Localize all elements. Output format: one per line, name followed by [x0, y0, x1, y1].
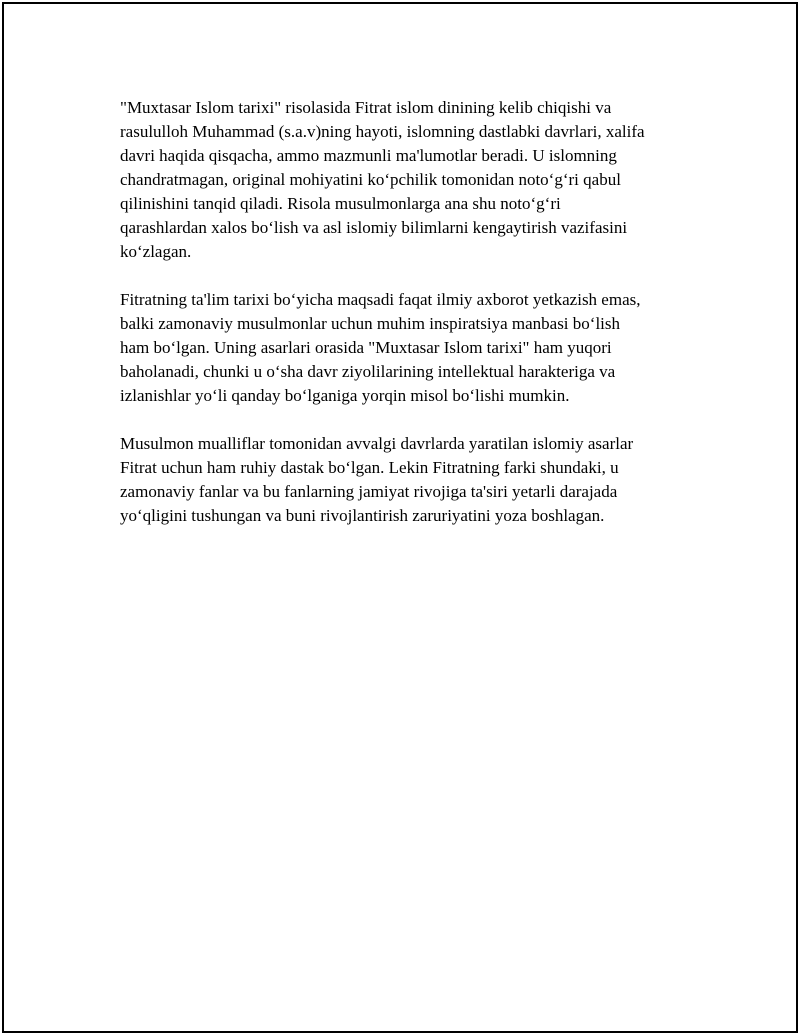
text-line: izlanishlar yo‘li qanday bo‘lganiga yorqin misol bo‘lishi mumkin. — [120, 386, 570, 405]
text-line: rasululloh Muhammad (s.a.v)ning hayoti, islomning dastlabki davrlari, xalifa — [120, 122, 645, 141]
paragraph-1 — [120, 96, 700, 264]
paragraph-2 — [120, 288, 700, 408]
text-line: davri haqida qisqacha, ammo mazmunli ma'lumotlar beradi. U islomning — [120, 146, 617, 165]
text-line: balki zamonaviy musulmonlar uchun muhim inspiratsiya manbasi bo‘lish — [120, 314, 621, 333]
text-line: qilinishini tanqid qiladi. Risola musulmonlarga ana shu noto‘g‘ri — [120, 194, 561, 213]
text-line: zamonaviy fanlar va bu fanlarning jamiyat rivojiga ta'siri yetarli darajada — [120, 482, 618, 501]
page-frame — [2, 2, 798, 1033]
text-line: Musulmon mualliflar tomonidan avvalgi davrlarda yaratilan islomiy asarlar — [120, 434, 634, 453]
text-line: Fitrat uchun ham ruhiy dastak bo‘lgan. Lekin Fitratning farki shundaki, u — [120, 458, 619, 477]
paragraph-3 — [120, 432, 700, 528]
text-line: baholanadi, chunki u o‘sha davr ziyolilarining intellektual harakteriga va — [120, 362, 616, 381]
text-line: yo‘qligini tushungan va buni rivojlantirish zaruriyatini yoza boshlagan. — [120, 506, 605, 525]
text-line: "Muxtasar Islom tarixi" risolasida Fitrat islom dinining kelib chiqishi va — [120, 98, 612, 117]
text-line: Fitratning ta'lim tarixi bo‘yicha maqsadi faqat ilmiy axborot yetkazish emas, — [120, 290, 641, 309]
text-line: ko‘zlagan. — [120, 242, 192, 261]
document-body — [120, 96, 700, 552]
text-line: qarashlardan xalos bo‘lish va asl islomiy bilimlarni kengaytirish vazifasini — [120, 218, 628, 237]
text-line: ham bo‘lgan. Uning asarlari orasida "Muxtasar Islom tarixi" ham yuqori — [120, 338, 612, 357]
text-line: chandratmagan, original mohiyatini ko‘pchilik tomonidan noto‘g‘ri qabul — [120, 170, 621, 189]
